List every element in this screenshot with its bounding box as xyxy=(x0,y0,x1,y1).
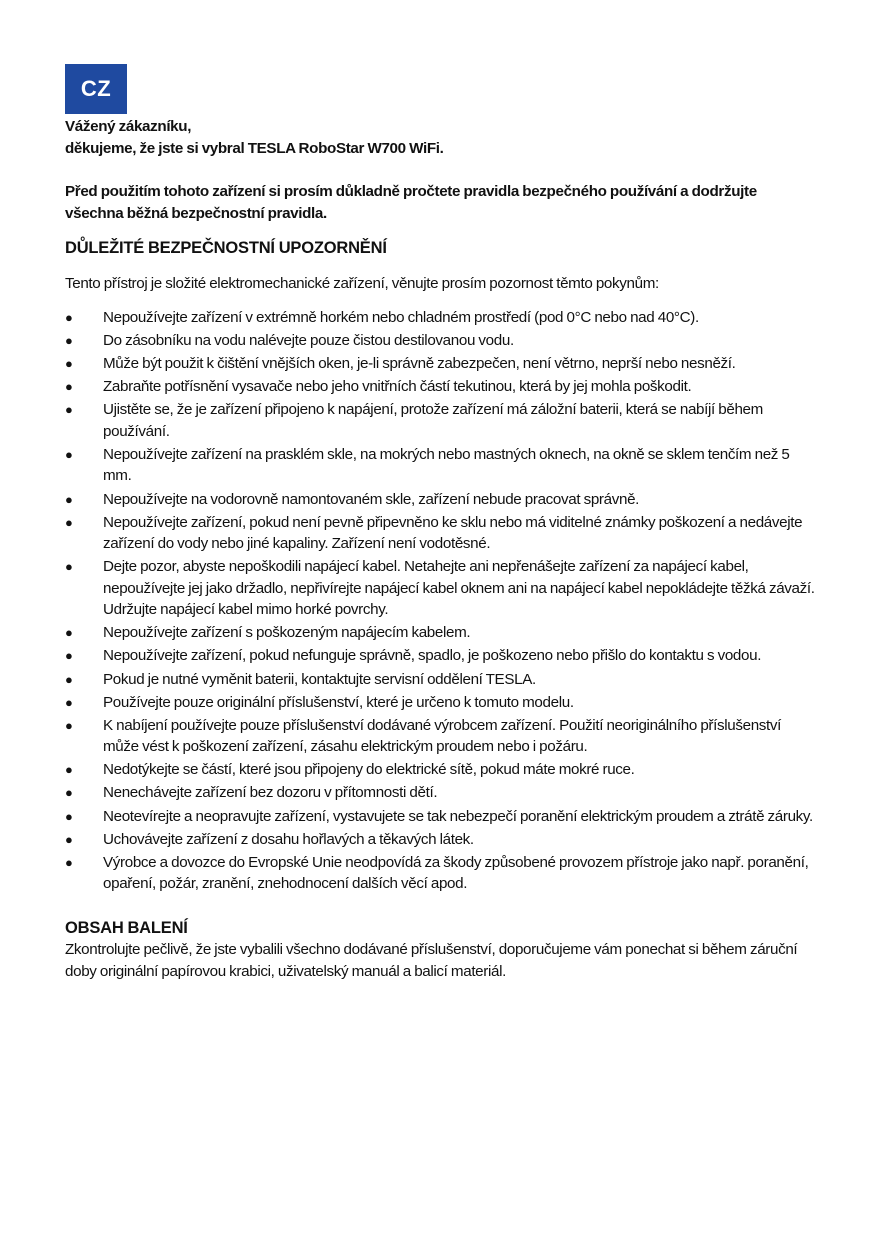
bullet-icon: ● xyxy=(65,333,73,349)
safety-rule-item xyxy=(65,489,815,511)
safety-rule-item xyxy=(65,759,815,781)
language-badge: CZ xyxy=(65,64,127,114)
safety-rule-item xyxy=(65,806,815,828)
bullet-icon: ● xyxy=(65,854,73,870)
safety-rule-text: Nepoužívejte zařízení s poškozeným napájecím kabelem. xyxy=(103,624,471,642)
safety-rules-list xyxy=(65,307,815,895)
safety-rule-text: Nepoužívejte zařízení na prasklém skle, na mokrých nebo mastných oknech, na okně se sklem tenčím než 5 mm. xyxy=(103,445,790,485)
safety-rule-text: Používejte pouze originální příslušenství, které je určeno k tomuto modelu. xyxy=(103,693,574,711)
safety-rule-text: Nedotýkejte se částí, které jsou připojeny do elektrické sítě, pokud máte mokré ruce. xyxy=(103,761,635,779)
safety-rule-text: Ujistěte se, že je zařízení připojeno k napájení, protože zařízení má záložní baterii, která se nabíjí během používání. xyxy=(103,401,763,440)
safety-rule-item xyxy=(65,715,815,758)
safety-intro: Tento přístroj je složité elektromechanické zařízení, věnujte prosím pozornost těmto pokynům: xyxy=(65,274,659,292)
safety-rule-item xyxy=(65,512,815,555)
package-text: Zkontrolujte pečlivě, že jste vybalili všechno dodávané příslušenství, doporučujeme vám ponechat si během záruční doby originální papírovou krabici, uživatelský manuál a balicí materiál. xyxy=(65,941,798,980)
safety-rule-item xyxy=(65,645,815,667)
bullet-icon: ● xyxy=(65,671,73,687)
safety-rule-item xyxy=(65,376,815,398)
bullet-icon: ● xyxy=(65,625,73,641)
safety-heading: DŮLEŽITÉ BEZPEČNOSTNÍ UPOZORNĚNÍ xyxy=(65,239,387,257)
safety-rule-item xyxy=(65,399,815,442)
safety-rule-item xyxy=(65,692,815,714)
bullet-icon: ● xyxy=(65,648,73,664)
safety-rule-item xyxy=(65,669,815,691)
bullet-icon: ● xyxy=(65,379,73,395)
greeting-thanks: děkujeme, že jste si vybral TESLA RoboStar W700 WiFi. xyxy=(65,139,444,157)
bullet-icon: ● xyxy=(65,762,73,778)
greeting-salutation: Vážený zákazníku, xyxy=(65,118,192,135)
bullet-icon: ● xyxy=(65,717,73,733)
bullet-icon: ● xyxy=(65,559,73,575)
safety-rule-text: Do zásobníku na vodu nalévejte pouze čistou destilovanou vodu. xyxy=(103,332,514,350)
safety-rule-item xyxy=(65,782,815,804)
read-instructions-notice: Před použitím tohoto zařízení si prosím důkladně pročtete pravidla bezpečného používání a dodržujte všechna běžná bezpečnostní pravidla. xyxy=(65,183,757,222)
safety-rule-item xyxy=(65,353,815,375)
safety-rule-text: Výrobce a dovozce do Evropské Unie neodpovídá za škody způsobené provozem přístroje jako např. poranění, opaření, požár, zranění, znehodnocení dalších věcí apod. xyxy=(103,853,809,893)
bullet-icon: ● xyxy=(65,808,73,824)
safety-rule-text: Nepoužívejte zařízení, pokud nefunguje správně, spadlo, je poškozeno nebo přišlo do kontaktu s vodou. xyxy=(103,647,762,665)
bullet-icon: ● xyxy=(65,310,73,325)
bullet-icon: ● xyxy=(65,491,73,507)
safety-rule-text: Nepoužívejte na vodorovně namontovaném skle, zařízení nebude pracovat správně. xyxy=(103,490,640,508)
bullet-icon: ● xyxy=(65,831,73,847)
safety-rule-text: Může být použit k čištění vnějších oken, je-li správně zabezpečen, není větrno, neprší nebo nesněží. xyxy=(103,355,736,373)
safety-rule-item xyxy=(65,330,815,352)
safety-rule-text: Uchovávejte zařízení z dosahu hořlavých a těkavých látek. xyxy=(103,830,474,848)
safety-rule-text: Nenechávejte zařízení bez dozoru v přítomnosti dětí. xyxy=(103,784,438,802)
safety-rule-item xyxy=(65,622,815,644)
bullet-icon: ● xyxy=(65,514,73,530)
safety-rule-text: Zabraňte potřísnění vysavače nebo jeho vnitřních částí tekutinou, která by jej mohla poškodit. xyxy=(103,378,692,396)
safety-rule-item xyxy=(65,444,815,487)
bullet-icon: ● xyxy=(65,356,73,372)
safety-rule-item xyxy=(65,556,815,621)
safety-rule-item xyxy=(65,829,815,851)
safety-rule-item xyxy=(65,852,815,895)
bullet-icon: ● xyxy=(65,402,73,418)
safety-rule-text: Neotevírejte a neopravujte zařízení, vystavujete se tak nebezpečí poranění elektrickým proudem a ztrátě záruky. xyxy=(103,807,813,825)
safety-rule-item xyxy=(65,307,815,329)
page-content xyxy=(65,116,815,982)
bullet-icon: ● xyxy=(65,785,73,801)
spacer xyxy=(65,159,815,181)
safety-rule-text: Nepoužívejte zařízení, pokud není pevně připevněno ke sklu nebo má viditelné známky poškození a nedávejte zařízení do vody nebo jiné kapaliny. Zařízení není vodotěsné. xyxy=(103,513,803,553)
safety-rule-text: Dejte pozor, abyste nepoškodili napájecí kabel. Netahejte ani nepřenášejte zařízení za napájecí kabel, nepoužívejte jej jako držadlo, nepřivírejte napájecí kabel oknem ani na napájecí kabel nepokládejte těžká závaží. Udržujte napájecí kabel mimo horké povrchy. xyxy=(103,558,815,619)
safety-rule-text: Pokud je nutné vyměnit baterii, kontaktujte servisní oddělení TESLA. xyxy=(103,670,536,688)
package-heading: OBSAH BALENÍ xyxy=(65,918,188,937)
safety-rule-text: Nepoužívejte zařízení v extrémně horkém nebo chladném prostředí (pod 0°C nebo nad 40°C). xyxy=(103,309,699,326)
safety-rule-text: K nabíjení používejte pouze příslušenství dodávané výrobcem zařízení. Použití neoriginálního příslušenství může vést k poškození zařízení, zásahu elektrickým proudem nebo i požáru. xyxy=(103,716,782,756)
bullet-icon: ● xyxy=(65,694,73,710)
bullet-icon: ● xyxy=(65,446,73,462)
